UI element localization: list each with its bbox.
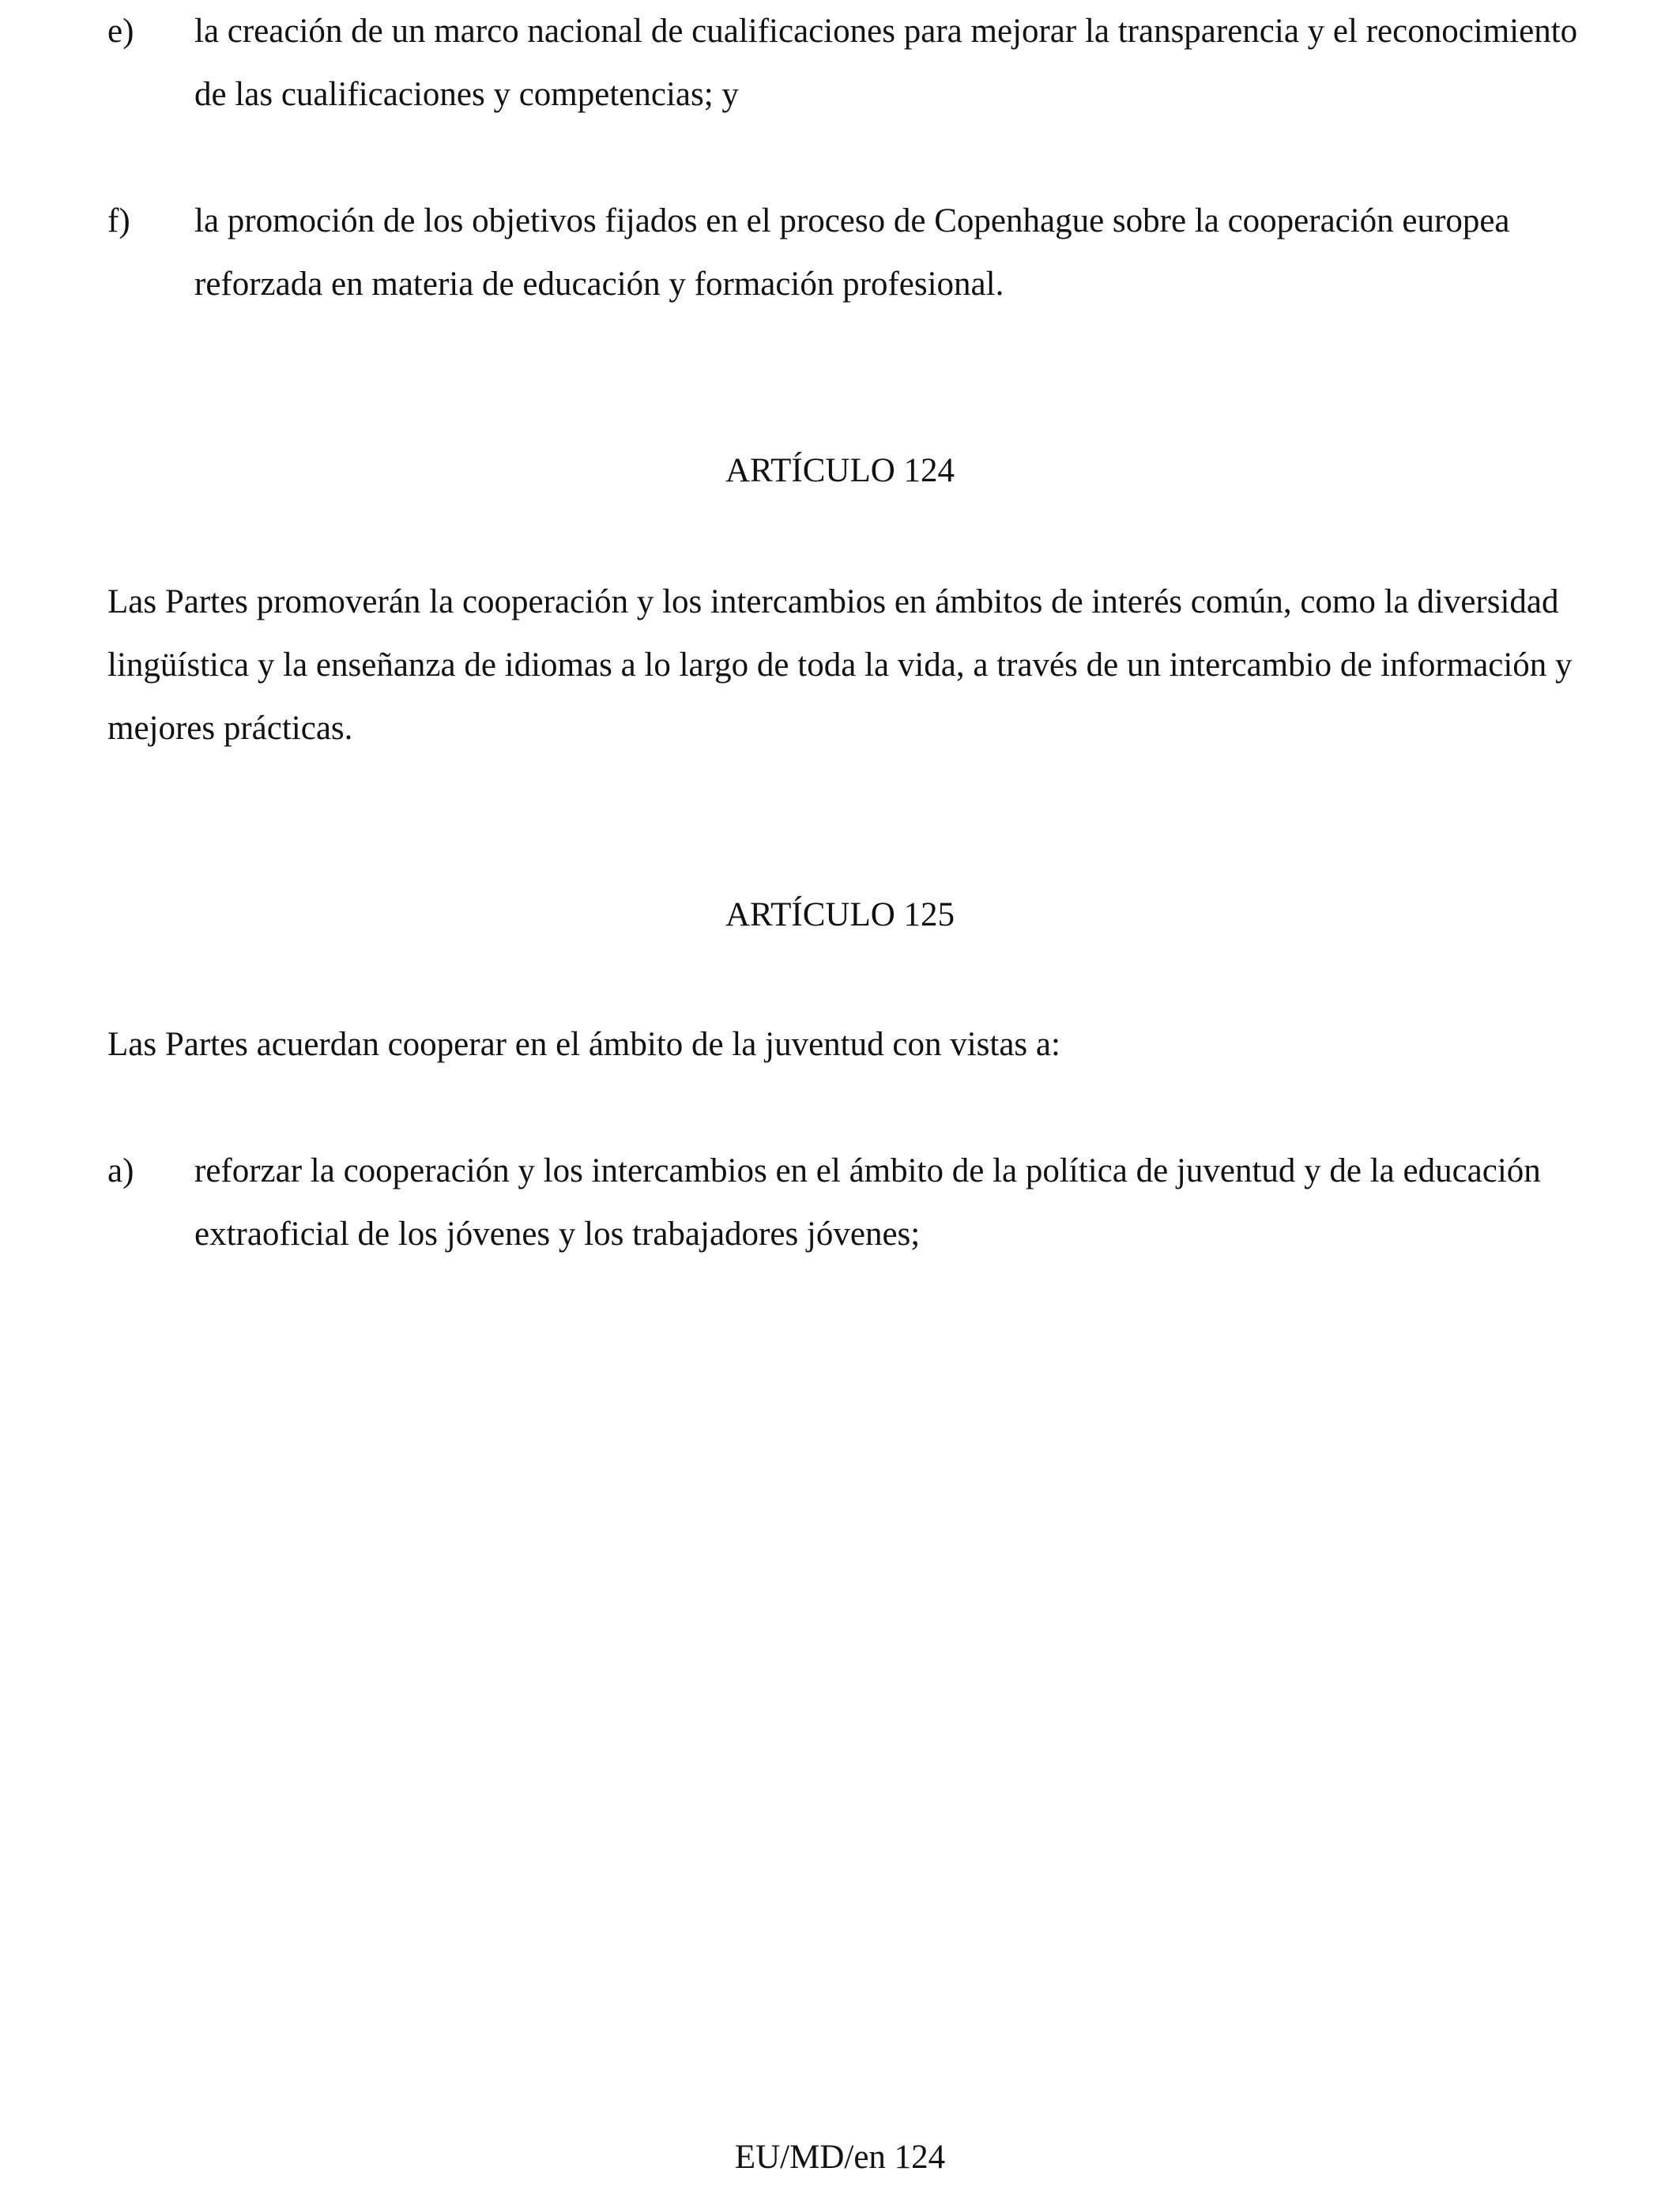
article-124-heading: ARTÍCULO 124 (725, 452, 955, 489)
list-marker-e: e) (107, 13, 134, 50)
list-item-f (107, 190, 1609, 316)
list-item-e (107, 0, 1609, 126)
list-text-a: reforzar la cooperación y los intercambios en el ámbito de la política de juventud y de la educación extraoficial de los jóvenes y los trabajadores jóvenes; (194, 1152, 1541, 1253)
page-footer-reference: EU/MD/en 124 (734, 2139, 946, 2176)
article-124-body: Las Partes promoverán la cooperación y los intercambios en ámbitos de interés común, como la diversidad lingüística y la enseñanza de idiomas a lo largo de toda la vida, a través de un intercambio de información y mejores prácticas. (107, 583, 1573, 747)
list-marker-a: a) (107, 1152, 134, 1189)
list-marker-f: f) (107, 202, 130, 239)
list-item-a (107, 1140, 1609, 1266)
article-125-intro: Las Partes acuerdan cooperar en el ámbito de la juventud con vistas a: (107, 1026, 1060, 1063)
list-text-e: la creación de un marco nacional de cualificaciones para mejorar la transparencia y el reconocimiento de las cualificaciones y competencias; y (194, 13, 1578, 113)
article-125-heading: ARTÍCULO 125 (725, 896, 955, 933)
list-text-f: la promoción de los objetivos fijados en el proceso de Copenhague sobre la cooperación europea reforzada en materia de educación y formación profesional. (194, 202, 1510, 303)
